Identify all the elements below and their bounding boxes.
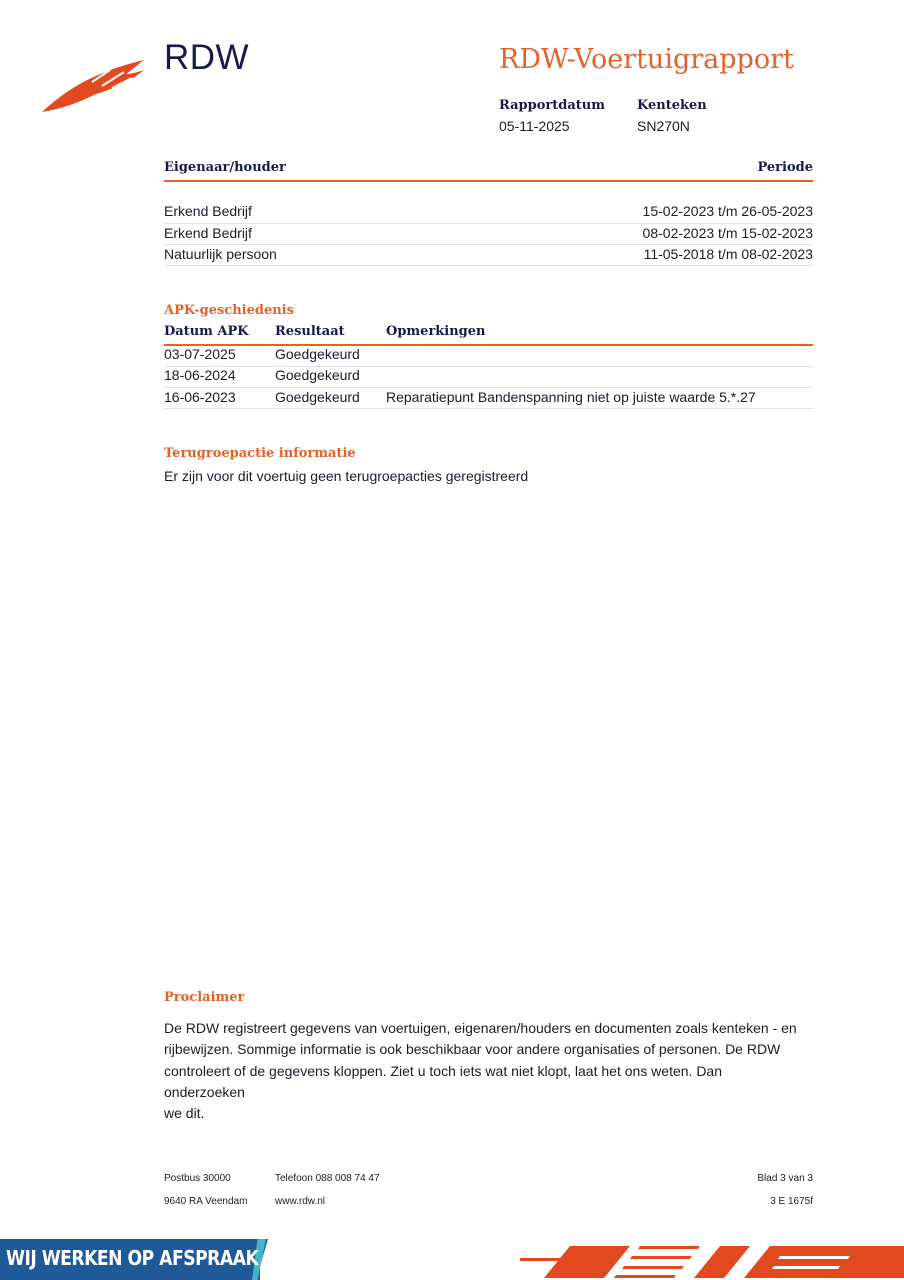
proclaimer-section-title: Proclaimer — [164, 990, 245, 1005]
footer-postcode: 9640 RA Veendam — [164, 1196, 248, 1207]
row-divider — [164, 408, 813, 409]
proclaimer-text — [164, 1018, 804, 1124]
apk-result-column-header: Resultaat — [275, 324, 345, 339]
apk-result-cell: Goedgekeurd — [275, 367, 360, 383]
apk-section-title: APK-geschiedenis — [164, 303, 294, 318]
footer-website[interactable]: www.rdw.nl — [275, 1196, 326, 1207]
kenteken-label: Kenteken — [637, 98, 707, 113]
period-cell: 08-02-2023 t/m 15-02-2023 — [642, 225, 813, 241]
footer-page-number: Blad 3 van 3 — [757, 1173, 813, 1184]
row-divider — [164, 387, 813, 388]
recall-text: Er zijn voor dit voertuig geen terugroepacties geregistreerd — [164, 468, 529, 484]
row-divider — [164, 223, 813, 224]
proclaimer-line: we dit. — [164, 1105, 205, 1122]
row-divider — [164, 366, 813, 367]
apk-table-header — [164, 324, 813, 339]
proclaimer-line: De RDW registreert gegevens van voertuigen, eigenaren/houders en documenten zoals kenteken - en — [164, 1020, 797, 1036]
appointment-banner-text: WIJ WERKEN OP AFSPRAAK — [6, 1246, 259, 1270]
owner-cell: Erkend Bedrijf — [164, 225, 252, 241]
owners-header-rule — [164, 180, 813, 182]
page-title: RDW-Voertuigrapport — [499, 44, 794, 75]
rdw-feather-icon — [40, 56, 148, 114]
owner-cell: Erkend Bedrijf — [164, 203, 252, 219]
apk-remarks-cell: Reparatiepunt Bandenspanning niet op juiste waarde 5.*.27 — [386, 389, 756, 405]
apk-date-cell: 03-07-2025 — [164, 346, 236, 362]
apk-result-cell: Goedgekeurd — [275, 389, 360, 405]
rapportdatum-label: Rapportdatum — [499, 98, 605, 113]
footer-telefoon: Telefoon 088 008 74 47 — [275, 1173, 380, 1184]
rapportdatum-value: 05-11-2025 — [499, 118, 570, 134]
apk-header-rule — [164, 344, 813, 346]
owner-column-header: Eigenaar/houder — [164, 160, 286, 175]
kenteken-value: SN270N — [637, 118, 690, 134]
apk-date-cell: 16-06-2023 — [164, 389, 236, 405]
apk-date-cell: 18-06-2024 — [164, 367, 236, 383]
period-cell: 15-02-2023 t/m 26-05-2023 — [642, 203, 813, 219]
period-column-header: Periode — [757, 160, 813, 175]
apk-result-cell: Goedgekeurd — [275, 346, 360, 362]
proclaimer-line: rijbewijzen. Sommige informatie is ook beschikbaar voor andere organisaties of personen. De RDW — [164, 1041, 781, 1058]
logo-text: RDW — [164, 38, 250, 77]
period-cell: 11-05-2018 t/m 08-02-2023 — [643, 246, 813, 262]
row-divider — [164, 265, 813, 266]
apk-date-column-header: Datum APK — [164, 324, 249, 339]
owner-cell: Natuurlijk persoon — [164, 246, 277, 262]
row-divider — [164, 244, 813, 245]
owners-table-header — [164, 160, 813, 175]
apk-remarks-column-header: Opmerkingen — [386, 324, 486, 339]
footer-postbus: Postbus 30000 — [164, 1173, 231, 1184]
decorative-stripes-icon — [520, 1244, 904, 1280]
footer-code: 3 E 1675f — [770, 1196, 813, 1207]
proclaimer-line: controleert of de gegevens kloppen. Ziet u toch iets wat niet klopt, laat het ons weten. Dan onderzoeken — [164, 1062, 723, 1100]
recall-section-title: Terugroepactie informatie — [164, 446, 356, 461]
